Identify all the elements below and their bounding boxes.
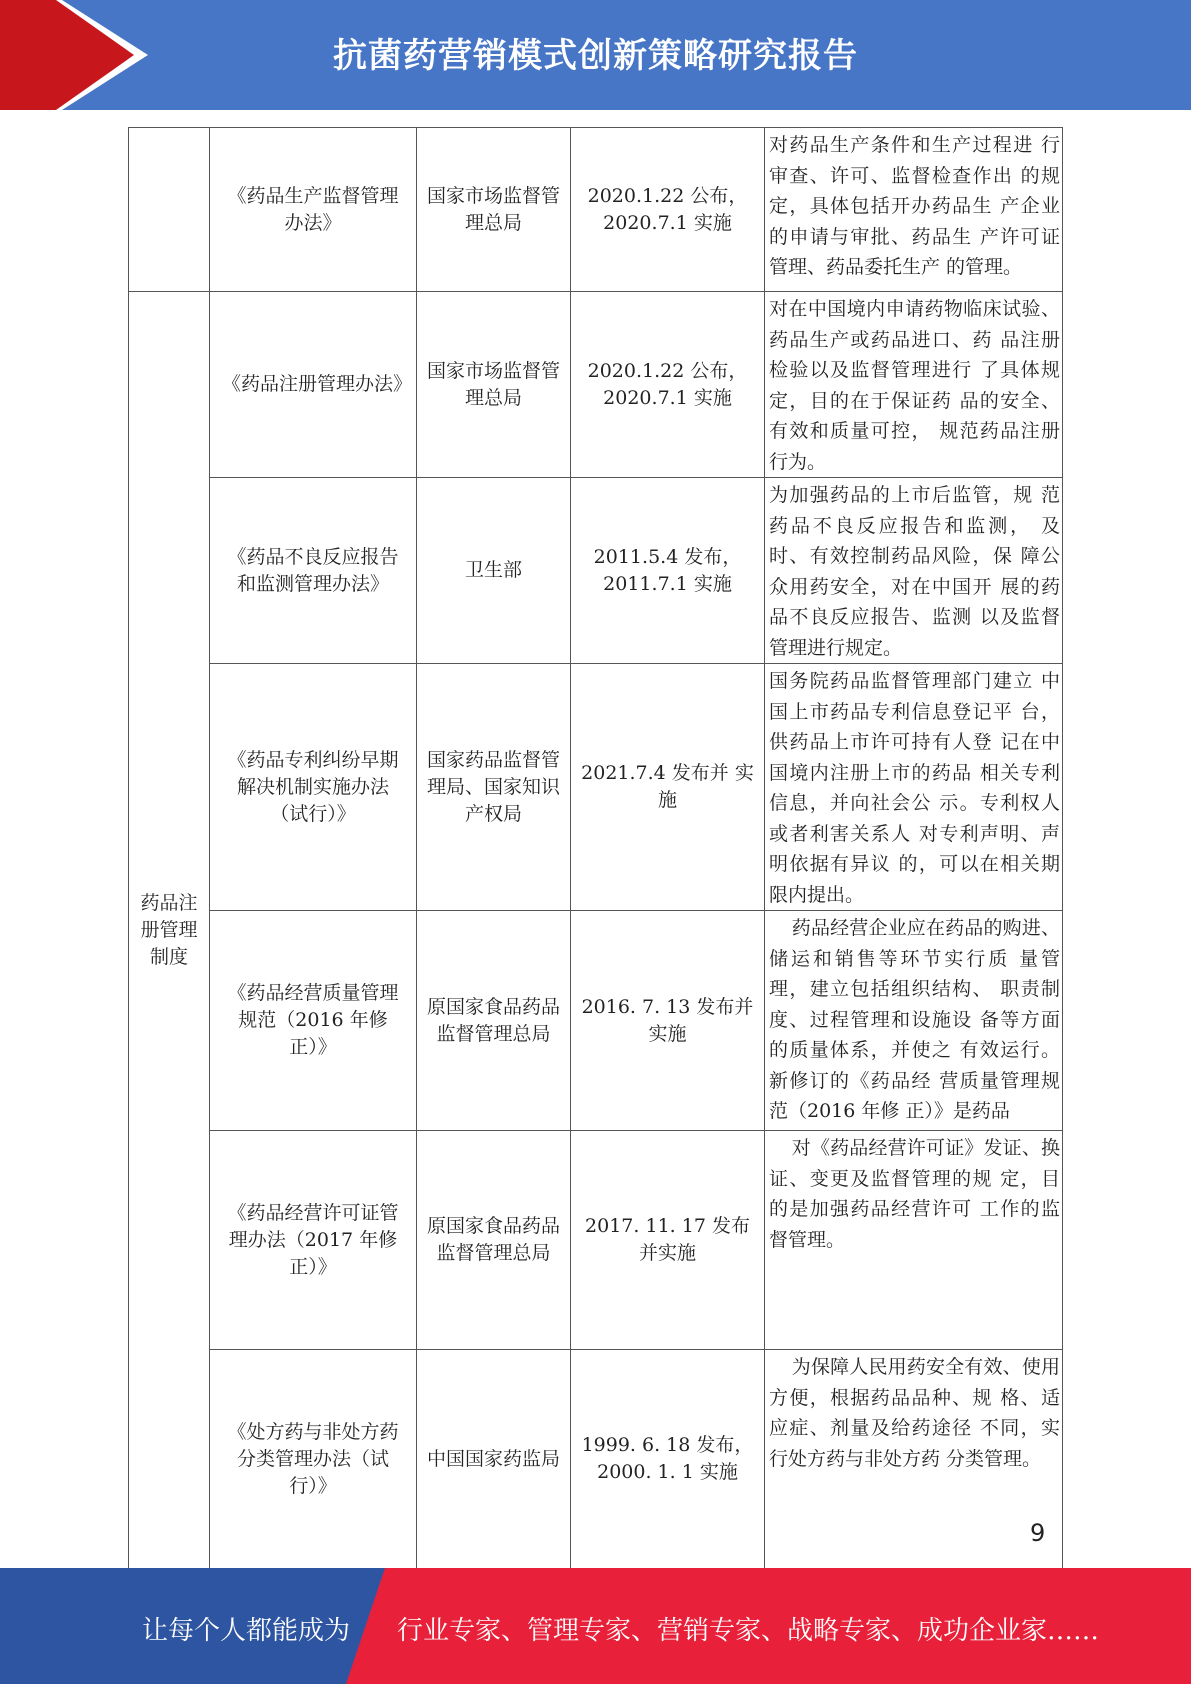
table-row (129, 1131, 1063, 1350)
footer-slogan-right: 行业专家、管理专家、营销专家、战略专家、成功企业家…… (397, 1616, 1100, 1646)
table-row (129, 478, 1063, 664)
regulation-description: 对《药品经营许可证》发证、换证、变更及监督管理的规 定，目的是加强药品经营许可 工作的监督管理。 (765, 1131, 1063, 1350)
regulation-description: 为保障人民用药安全有效、使用方便，根据药品品种、规 格、适应症、剂量及给药途径 不同，实行处方药与非处方药 分类管理。 (765, 1350, 1063, 1569)
issuing-department: 原国家食品药品监督管理总局 (417, 911, 571, 1131)
regulation-name: 《药品注册管理办法》 (210, 292, 417, 478)
issuing-department: 中国国家药监局 (417, 1350, 571, 1569)
regulation-table (128, 127, 1063, 1569)
issue-date: 1999. 6. 18 发布，2000. 1. 1 实施 (571, 1350, 765, 1569)
page-footer (0, 1568, 1191, 1684)
issue-date: 2020.1.22 公布，2020.7.1 实施 (571, 128, 765, 292)
issue-date: 2021.7.4 发布并 实施 (571, 664, 765, 911)
regulation-name: 《药品生产监督管理办法》 (210, 128, 417, 292)
issuing-department: 原国家食品药品监督管理总局 (417, 1131, 571, 1350)
issuing-department: 国家药品监督管理局、国家知识产权局 (417, 664, 571, 911)
report-title: 抗菌药营销模式创新策略研究报告 (333, 36, 858, 76)
table-row (129, 664, 1063, 911)
regulation-description: 为加强药品的上市后监管，规 范药品不良反应报告和监测， 及时、有效控制药品风险，保 障公众用药安全，对在中国开 展的药品不良反应报告、监测 以及监督管理进行规定。 (765, 478, 1063, 664)
footer-slogan-left: 让每个人都能成为 (142, 1616, 351, 1646)
table-row (129, 911, 1063, 1131)
regulation-name: 《药品经营许可证管理办法（2017 年修正）》 (210, 1131, 417, 1350)
table-row (129, 292, 1063, 478)
issue-date: 2011.5.4 发布，2011.7.1 实施 (571, 478, 765, 664)
table-row (129, 128, 1063, 292)
category-cell: 药品注册管理制度 (129, 292, 210, 1569)
regulation-name: 《处方药与非处方药分类管理办法（试行）》 (210, 1350, 417, 1569)
regulation-description: 对药品生产条件和生产过程进 行审查、许可、监督检查作出 的规定，具体包括开办药品生 产企业的申请与审批、药品生 产许可证管理、药品委托生产 的管理。 (765, 128, 1063, 292)
category-cell-empty (129, 128, 210, 292)
table-row (129, 1350, 1063, 1569)
regulation-name: 《药品不良反应报告和监测管理办法》 (210, 478, 417, 664)
regulation-name: 《药品专利纠纷早期解决机制实施办法（试行）》 (210, 664, 417, 911)
page-header (0, 0, 1191, 110)
issue-date: 2017. 11. 17 发布并实施 (571, 1131, 765, 1350)
issuing-department: 卫生部 (417, 478, 571, 664)
issue-date: 2016. 7. 13 发布并实施 (571, 911, 765, 1131)
issuing-department: 国家市场监督管理总局 (417, 128, 571, 292)
issue-date: 2020.1.22 公布，2020.7.1 实施 (571, 292, 765, 478)
regulation-description: 对在中国境内申请药物临床试验、药品生产或药品进口、药 品注册检验以及监督管理进行 了具体规定，目的在于保证药 品的安全、有效和质量可控， 规范药品注册行为。 (765, 292, 1063, 478)
regulation-name: 《药品经营质量管理规范（2016 年修正）》 (210, 911, 417, 1131)
issuing-department: 国家市场监督管理总局 (417, 292, 571, 478)
regulation-description: 国务院药品监督管理部门建立 中国上市药品专利信息登记平 台，供药品上市许可持有人登 记在中国境内注册上市的药品 相关专利信息，并向社会公 示。专利权人或者利害关系人 对专利声明、声明依据有异议 的，可以在相关期限内提出。 (765, 664, 1063, 911)
page-number: 9 (1030, 1519, 1046, 1547)
regulation-description: 药品经营企业应在药品的购进、储运和销售等环节实行质 量管理，建立包括组织结构、 职责制度、过程管理和设施设 备等方面的质量体系，并使之 有效运行。新修订的《药品经 营质量管理规范（2016 年修 正）》是药品 (765, 911, 1063, 1131)
